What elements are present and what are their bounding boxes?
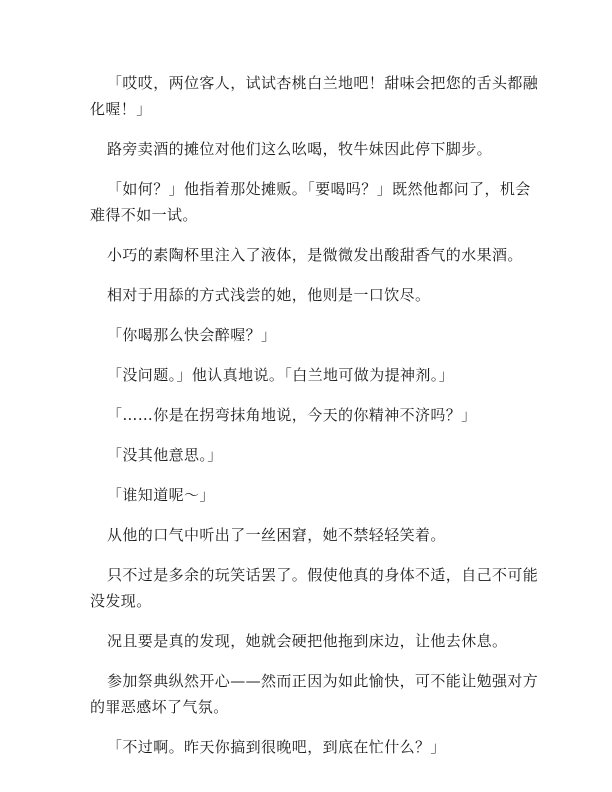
paragraph-15: 「不过啊。昨天你搞到很晚吧，到底在忙什么？」: [107, 738, 446, 756]
paragraph-14: 参加祭典纵然开心——然而正因为如此愉快，可不能让勉强对方的罪恶感坏了气氛。: [90, 672, 539, 716]
paragraph-5: 相对于用舔的方式浅尝的她，他则是一口饮尽。: [107, 286, 431, 304]
paragraph-3: 「如何？」他指着那处摊贩。「要喝吗？」既然他都问了，机会难得不如一试。: [90, 180, 531, 224]
paragraph-7: 「没问题。」他认真地说。「白兰地可做为提神剂。」: [107, 366, 455, 384]
paragraph-11: 从他的口气中听出了一丝困窘，她不禁轻轻笑着。: [107, 526, 446, 544]
paragraph-8: 「……你是在拐弯抹角地说，今天的你精神不济吗？」: [107, 406, 477, 424]
document-body: [90, 70, 545, 774]
paragraph-10: 「谁知道呢～」: [107, 486, 215, 504]
paragraph-13: 况且要是真的发现，她就会硬把他拖到床边，让他去休息。: [107, 632, 508, 650]
paragraph-9: 「没其他意思。」: [107, 446, 223, 464]
paragraph-4: 小巧的素陶杯里注入了液体，是微微发出酸甜香气的水果酒。: [107, 246, 523, 264]
paragraph-1: 「哎哎，两位客人，试试杏桃白兰地吧！甜味会把您的舌头都融化喔！」: [90, 74, 539, 118]
paragraph-12: 只不过是多余的玩笑话罢了。假使他真的身体不适，自己不可能没发现。: [90, 566, 539, 610]
paragraph-6: 「你喝那么快会醉喔？」: [107, 326, 277, 344]
paragraph-2: 路旁卖酒的摊位对他们这么吆喝，牧牛妹因此停下脚步。: [107, 140, 493, 158]
